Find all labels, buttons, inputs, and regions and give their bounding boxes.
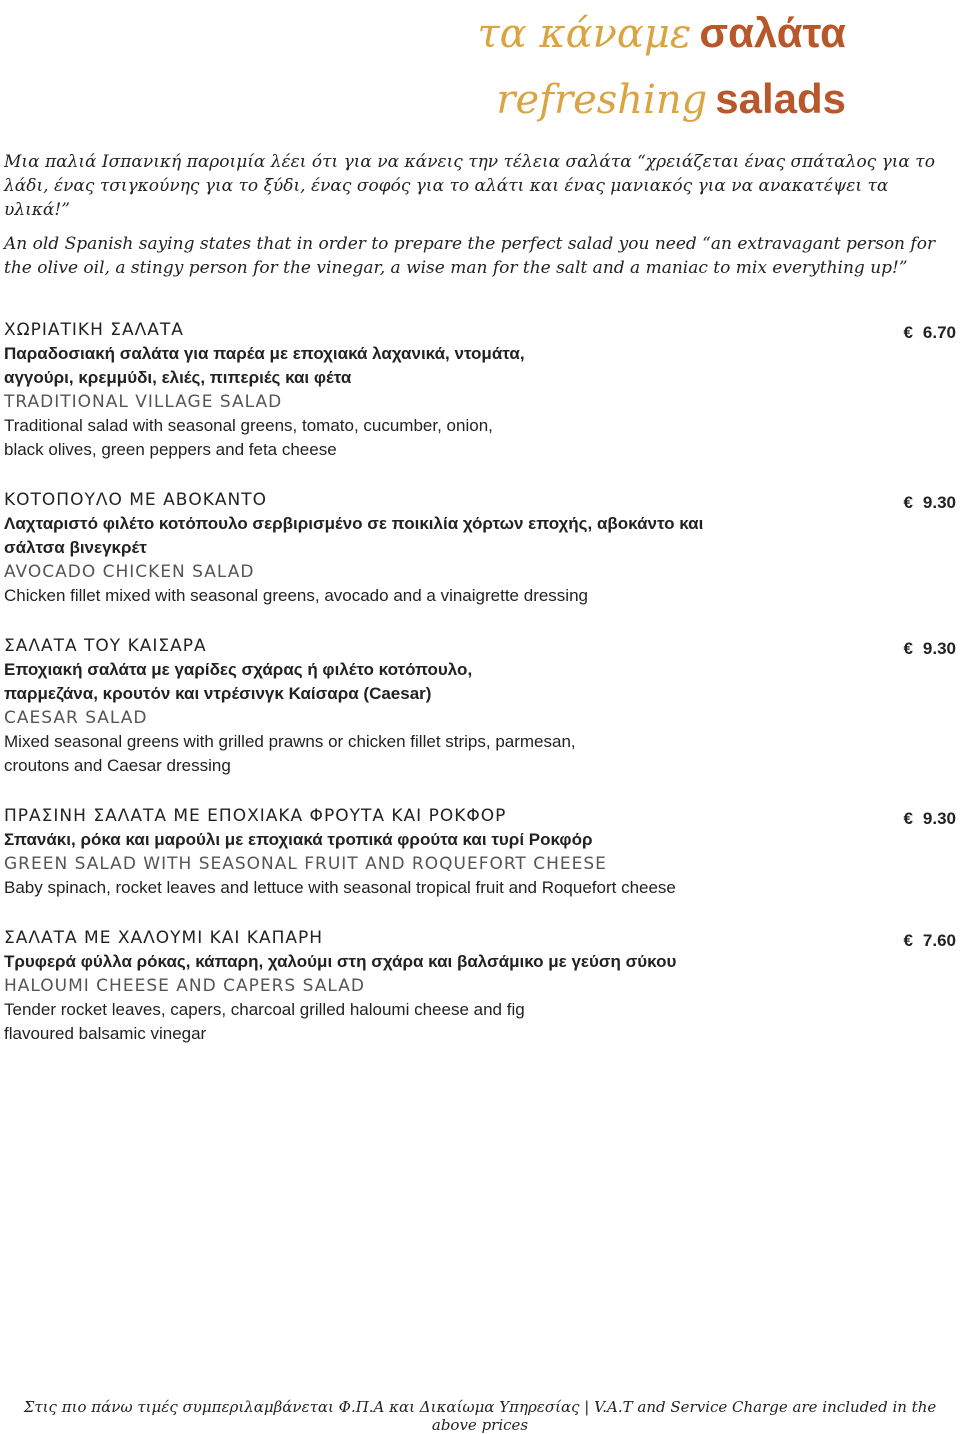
euro-icon: € [903,809,913,828]
item-greek-title: ΚΟΤΟΠΟΥΛΟ ΜΕ ΑΒΟΚΑΝΤΟ [4,490,268,510]
price-value: 9.30 [922,639,956,658]
header-english-bold: salads [715,75,846,122]
euro-icon: € [903,639,913,658]
header-greek-line [146,0,846,66]
item-greek-description: Τρυφερά φύλλα ρόκας, κάπαρη, χαλούμι στη σχάρα και βαλσάμικο με γεύση σύκου [4,952,677,971]
item-greek-description: Παραδοσιακή σαλάτα για παρέα με εποχιακά λαχανικά, ντομάτα, αγγούρι, κρεμμύδι, ελιές, πιπεριές και φέτα [4,344,525,387]
item-greek-title: ΣΑΛΑΤΑ ΤΟΥ ΚΑΙΣΑΡΑ [4,636,207,656]
item-english-title: GREEN SALAD WITH SEASONAL FRUIT AND ROQUEFORT CHEESE [4,854,607,874]
item-greek-title: ΠΡΑΣΙΝΗ ΣΑΛΑΤΑ ΜΕ ΕΠΟΧΙΑΚΑ ΦΡΟΥΤΑ ΚΑΙ ΡΟΚΦΟΡ [4,806,507,826]
page-header [146,0,846,132]
euro-icon: € [903,323,913,342]
header-english-line [146,66,846,132]
item-english-description: Baby spinach, rocket leaves and lettuce with seasonal tropical fruit and Roquefort cheese [4,878,676,897]
header-greek-script: τα κάναμε [477,11,692,57]
item-english-description: Tender rocket leaves, capers, charcoal grilled haloumi cheese and fig flavoured balsamic vinegar [4,1000,525,1043]
item-price [903,318,956,348]
menu-item-haloumi-salad [4,926,956,1046]
item-price [903,804,956,834]
price-value: 9.30 [922,493,956,512]
item-price [903,488,956,518]
intro-greek: Μια παλιά Ισπανική παροιμία λέει ότι για να κάνεις την τέλεια σαλάτα “χρειάζεται ένας σπάταλος για το λάδι, ένας τσιγκούνης για το ξύδι, ένας σοφός για το αλάτι και ένας μανιακός για να ανακατέψει τα υλικά!” [4,152,935,220]
item-english-title: AVOCADO CHICKEN SALAD [4,562,255,582]
menu-item-green-salad [4,804,956,900]
item-greek-title: ΧΩΡΙΑΤΙΚΗ ΣΑΛΑΤΑ [4,320,184,340]
item-price [903,634,956,664]
item-greek-title: ΣΑΛΑΤΑ ΜΕ ΧΑΛΟΥΜΙ ΚΑΙ ΚΑΠΑΡΗ [4,928,324,948]
header-greek-bold: σαλάτα [699,9,846,56]
euro-icon: € [903,493,913,512]
price-value: 9.30 [922,809,956,828]
item-english-description: Chicken fillet mixed with seasonal greens, avocado and a vinaigrette dressing [4,586,588,605]
menu-item-village-salad [4,318,956,462]
item-english-description: Traditional salad with seasonal greens, tomato, cucumber, onion, black olives, green peppers and feta cheese [4,416,493,459]
item-english-description: Mixed seasonal greens with grilled prawns or chicken fillet strips, parmesan, croutons and Caesar dressing [4,732,576,775]
item-price [903,926,956,956]
price-value: 6.70 [922,323,956,342]
item-english-title: TRADITIONAL VILLAGE SALAD [4,392,283,412]
item-english-title: CAESAR SALAD [4,708,148,728]
item-english-title: HALOUMI CHEESE AND CAPERS SALAD [4,976,365,996]
header-english-script: refreshing [496,77,708,123]
item-greek-description: Λαχταριστό φιλέτο κοτόπουλο σερβιρισμένο σε ποικιλία χόρτων εποχής, αβοκάντο και σάλτσα βινεγκρέτ [4,514,704,557]
item-greek-description: Σπανάκι, ρόκα και μαρούλι με εποχιακά τροπικά φρούτα και τυρί Ροκφόρ [4,830,593,849]
price-value: 7.60 [922,931,956,950]
footer-note: Στις πιο πάνω τιμές συμπεριλαμβάνεται Φ.Π.Α και Δικαίωμα Υπηρεσίας | V.A.T and Service Charge are included in the above prices [23,1398,937,1434]
intro-english: An old Spanish saying states that in order to prepare the perfect salad you need “an extravagant person for the olive oil, a stingy person for the vinegar, a wise man for the salt and a maniac to mix everything up!” [4,234,936,278]
menu-item-avocado-chicken-salad [4,488,956,608]
euro-icon: € [903,931,913,950]
salad-menu [4,318,956,1072]
menu-item-caesar-salad [4,634,956,778]
intro-text [4,150,954,290]
item-greek-description: Εποχιακή σαλάτα με γαρίδες σχάρας ή φιλέτο κοτόπουλο, παρμεζάνα, κρουτόν και ντρέσινγκ Καίσαρα (Caesar) [4,660,473,703]
